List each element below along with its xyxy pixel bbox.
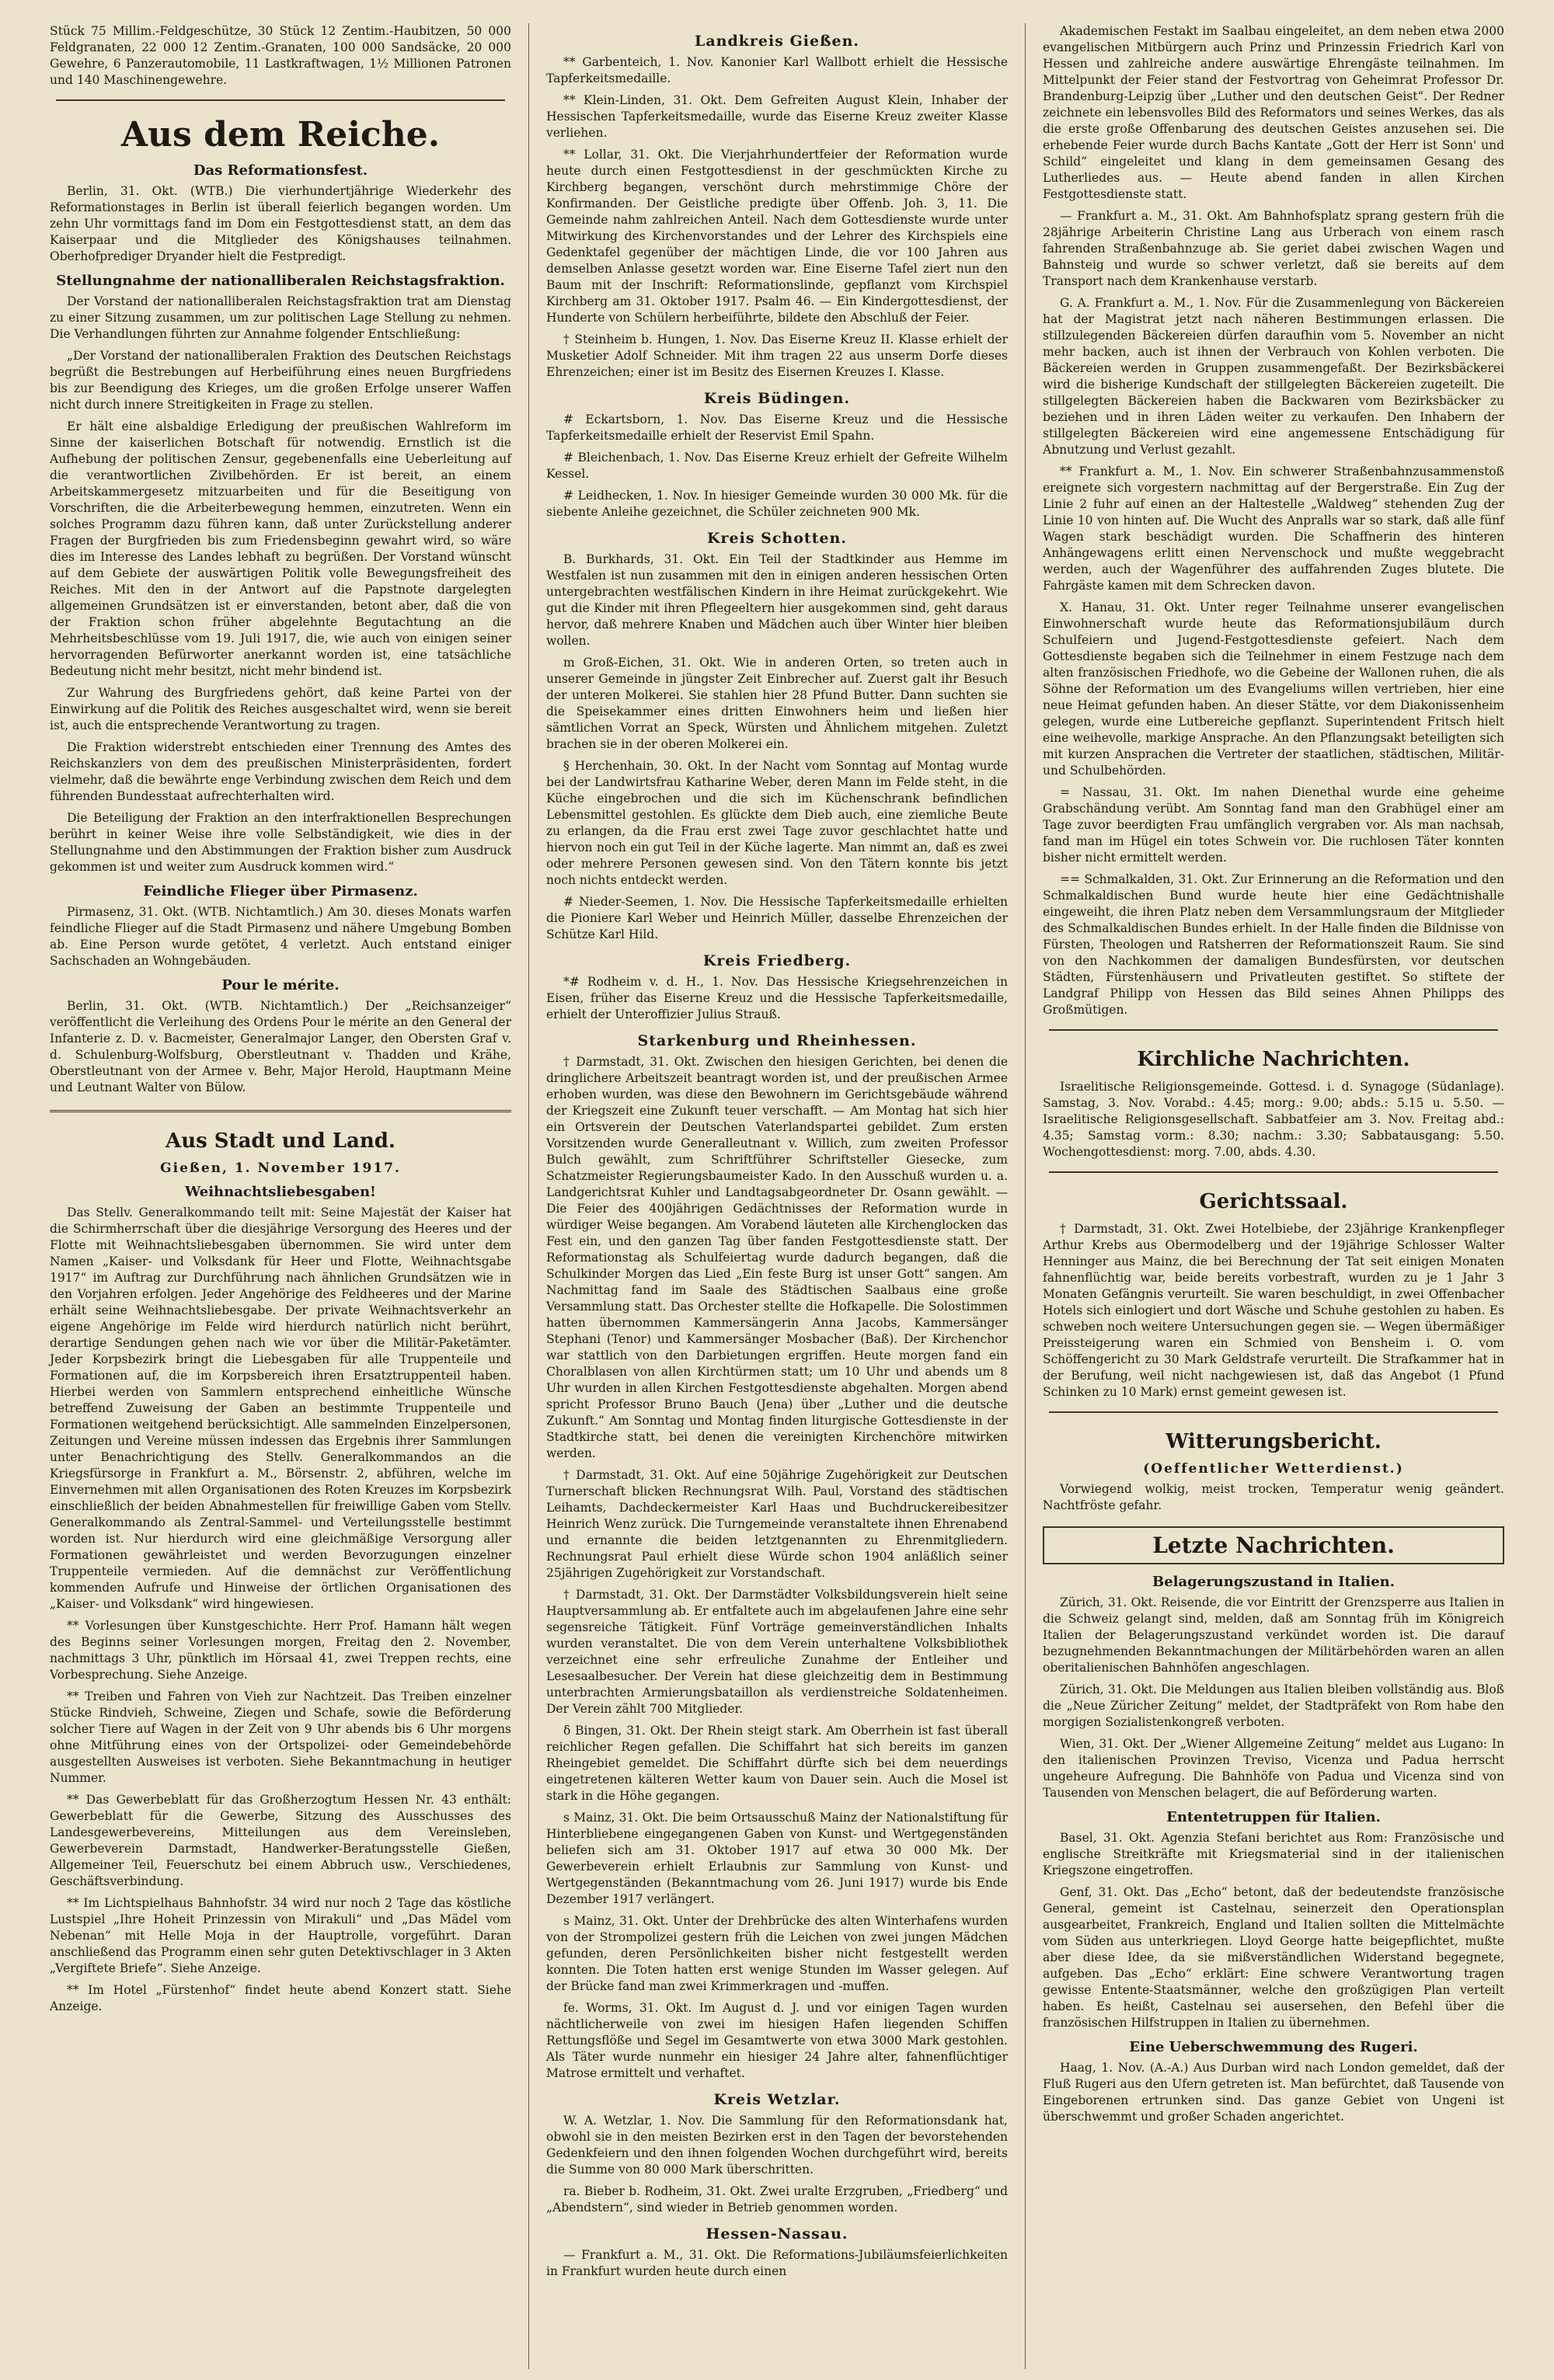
- kirch-text: Israelitische Religionsgemeinde. Gottesd. i. d. Synagoge (Südanlage). Samstag, 3. Nov. Vorabd.: 4.45; morg.: 9.00; abds.: 5.15 u. 5.50. — Israelitische Religionsgesellschaft. Sabbatfeier am 3. Nov. Freitag abd.: 4.35; Samstag vorm.: 8.30; nachm.: 3.30; Sabbatausgang: 5.50. Wochengottesdienst: morg. 7.00, abds. 4.30.: [1043, 1080, 1504, 1159]
- d6: s Mainz, 31. Okt. Unter der Drehbrücke des alten Winterhafens wurden von der Strompolizei gestern früh die Leichen von zwei jungen Mädchen gefunden, deren Persönlichkeiten bisher nicht festgestellt werden konnten. Die Toten hatten erst wenige Stunden im Wasser gelegen. Auf der Brücke fand man zwei Krimmerkragen und -muffen.: [546, 1914, 1008, 1993]
- g2: ** Klein-Linden, 31. Okt. Dem Gefreiten August Klein, Inhaber der Hessischen Tapferkeitsmedaille, wurde das Eiserne Kreuz zweiter Klasse verliehen.: [546, 93, 1008, 140]
- kirch-section-title: Kirchliche Nachrichten.: [1137, 1048, 1410, 1071]
- g1: ** Garbenteich, 1. Nov. Kanonier Karl Wallbott erhielt die Hessische Tapferkeitsmedaille.: [546, 55, 1008, 85]
- a2: — Frankfurt a. M., 31. Okt. Am Bahnhofsplatz sprang gestern früh die 28jährige Arbeiterin Christine Lang aus Urberach von einem rasch fahrenden Straßenbahnzuge ab. Sie geriet dabei zwischen Wagen und Bahnsteig und wurde so schwer verletzt, daß sie bereits auf dem Transport nach dem Krankenhause verstarb.: [1043, 209, 1504, 288]
- reich-section-title: Aus dem Reiche.: [120, 115, 441, 155]
- licht-text: ** Im Lichtspielhaus Bahnhofstr. 34 wird nur noch 2 Tage das köstliche Lustspiel „Ihre Hoheit Prinzessin von Mirakuli“ und „Das Mädel vom Nebenan“ mit Helle Moja in der Hauptrolle, vorgeführt. Daran anschließend das Programm einen sehr guten Detektivschlager in 3 Akten „Vergiftete Briefe“. Siehe Anzeige.: [50, 1896, 511, 1975]
- l6: Haag, 1. Nov. (A.-A.) Aus Durban wird nach London gemeldet, daß der Fluß Rugeri aus den Ufern getreten ist. Man befürchtet, daß Tausende von Eingeborenen ertrunken sind. Das ganze Gebiet von Ungeni ist überschwemmt und großer Schaden angerichtet.: [1043, 2061, 1504, 2124]
- buedingen-headline: Kreis Büdingen.: [703, 390, 851, 407]
- weih-text: Das Stellv. Generalkommando teilt mit: Seine Majestät der Kaiser hat die Schirmherrschaft über die diesjährige Versorgung des Heeres und der Flotte mit Weihnachtsliebesgaben übernommen. Sie wird unter dem Namen „Kaiser- und Volksdank für Heer und Flotte, Weihnachtsgabe 1917“ im Auftrag zur Durchführung nach ähnlichen Grundsätzen wie in den Vorjahren erfolgen. Jeder Angehörige des Feldheeres und der Marine erhält seine Weihnachtsliebesgabe. Der private Weihnachtsverkehr an eigene Angehörige im Felde wird hierdurch natürlich nicht berührt, derartige Sendungen gehen nach wie vor über die Militär-Paketämter. Jeder Korpsbezirk bringt die Liebesgaben für alle Truppenteile und Formationen auf, die im Korpsbereich ihren Ersatztruppenteil haben. Hierbei werden von Sammlern entsprechend einheitliche Wünsche betreffend Zuweisung der Gaben an bestimmte Truppenteile und Formationen weitgehend berücksichtigt. Alle sammelnden Einzelpersonen, Zeitungen und Vereine müssen indessen das Ergebnis ihrer Sammlungen unter Benachrichtigung des Stellv. Generalkommandos an die Kriegsfürsorge in Frankfurt a. M., Börsenstr. 2, abführen, welche im Einvernehmen mit allen Organisationen des Roten Kreuzes im Korpsbezirk einschließlich der beiden Abnahmestellen für freiwillige Gaben vom Stellv. Generalkommando als Zentral-Sammel- und Verteilungsstelle bestimmt worden ist. Nur hierdurch wird eine gleichmäßige Versorgung aller Formationen gewährleistet und werden Bevorzugungen einzelner Truppenteile vermieden. Auf die demnächst zur Veröffentlichung kommenden Aufrufe und Hinweise der örtlichen Organisationen des „Kaiser- und Volksdank“ wird hingewiesen.: [50, 1206, 511, 1611]
- starkenburg-headline: Starkenburg und Rheinhessen.: [637, 1032, 917, 1049]
- h1: — Frankfurt a. M., 31. Okt. Die Reformations-Jubiläumsfeierlichkeiten in Frankfurt wurden heute durch einen: [546, 2248, 1008, 2278]
- a3: G. A. Frankfurt a. M., 1. Nov. Für die Zusammenlegung von Bäckereien hat der Magistrat jetzt nach näheren Bestimmungen erlassen. Die stillzulegenden Bäckereien dürfen daraufhin vom 5. November an nicht mehr backen, auch ist ihnen der Verbrauch von Kohlen verboten. Die Bäckereien werden in Gruppen zusammengefaßt. Der Bezirksbäckerei wird die bisherige Kundschaft der stillgelegten Bäckereien zugeteilt. Die stillgelegten Bäckereien haben die Backwaren vom Bezirksbäcker zu beziehen und in ihren Läden weiter zu verkaufen. Den Inhabern der stillgelegten Bäckereien wird eine angemessene Entschädigung für Abnutzung und Verlust gezahlt.: [1043, 296, 1504, 457]
- gew-text: ** Das Gewerbeblatt für das Großherzogtum Hessen Nr. 43 enthält: Gewerbeblatt für die Gewerbe, Sitzung des Ausschusses des Landesgewerbevereins, Mitteilungen aus dem Vereinsleben, Gewerbeverein Darmstadt, Handwerker-Beratungsstelle Gießen, Allgemeiner Teil, Feuerschutz bei einem Abbruch usw., Verschiedenes, Geschäftsverbindung.: [50, 1793, 511, 1888]
- stell-p6: Die Beteiligung der Fraktion an den interfraktionellen Besprechungen berührt in keiner Weise ihre volle Selbständigkeit, wie dies in der Stellungnahme und den Abstimmungen der Fraktion bisher zum Ausdruck gekommen ist und weiter zum Ausdruck kommen wird.“: [50, 811, 511, 874]
- treib-text: ** Treiben und Fahren von Vieh zur Nachtzeit. Das Treiben einzelner Stücke Rindvieh, Schweine, Ziegen und Schafe, sowie die Beförderung solcher Tiere auf Wagen in der Zeit von 9 Uhr abends bis 6 Uhr morgens ohne Mitführung eines von der Ortspolizei- oder Gemeindebehörde ausgestellten Ausweises ist verboten. Siehe Bekanntmachung in heutiger Nummer.: [50, 1689, 511, 1785]
- g4: † Steinheim b. Hungen, 1. Nov. Das Eiserne Kreuz II. Klasse erhielt der Musketier Adolf Schneider. Mit ihm tragen 22 aus unserm Dorfe dieses Ehrenzeichen; einer ist im Besitz des Eisernen Kreuzes I. Klasse.: [546, 332, 1008, 379]
- divider: [1049, 1029, 1498, 1031]
- gericht-section-title: Gerichtssaal.: [1199, 1190, 1348, 1213]
- w1: W. A. Wetzlar, 1. Nov. Die Sammlung für den Reformationsdank hat, obwohl sie in den meisten Bezirken erst in den Tagen der bevorstehenden Gedenkfeiern und den ihnen folgenden Wochen durchgeführt wird, bereits die Summe von 80 000 Mark überschritten.: [546, 2114, 1008, 2176]
- column-container: [33, 23, 1521, 2369]
- column-2: [528, 23, 1025, 2369]
- wetzlar-headline: Kreis Wetzlar.: [713, 2091, 841, 2108]
- a4: ** Frankfurt a. M., 1. Nov. Ein schwerer Straßenbahnzusammenstoß ereignete sich vorgestern nachmittag auf der Bergerstraße. Ein Zug der Linie 2 fuhr auf einen an der Haltestelle „Waldweg“ stehenden Zug der Linie 10 von hinten auf. Die Wucht des Anpralls war so stark, daß alle fünf Wagen stark beschädigt wurden. Die Schaffnerin des hinteren Anhängewagens erlitt einen Nervenschock und mußte weggebracht werden, auch der Wagenführer des auffahrenden Zuges blutete. Die Fahrgäste kamen mit dem Schrecken davon.: [1043, 465, 1504, 593]
- a6: = Nassau, 31. Okt. Im nahen Dienethal wurde eine geheime Grabschändung verübt. Am Sonntag fand man den Grabhügel einer am Tage zuvor beerdigten Frau umfänglich vergraben vor. Als man nachsah, fand man im Hügel ein totes Schwein vor. Die ruchlosen Täter konnten bisher nicht ermittelt werden.: [1043, 785, 1504, 865]
- entente-headline: Ententetruppen für Italien.: [1166, 1809, 1381, 1825]
- l4: Basel, 31. Okt. Agenzia Stefani berichtet aus Rom: Französische und englische Streitkräfte mit Kriegsmaterial sind in der italienischen Kriegszone eingetroffen.: [1043, 1831, 1504, 1877]
- b1: # Eckartsborn, 1. Nov. Das Eiserne Kreuz und die Hessische Tapferkeitsmedaille erhielt der Reservist Emil Spahn.: [546, 412, 1008, 443]
- stell-headline: Stellungnahme der nationalliberalen Reichstagsfraktion.: [56, 273, 505, 289]
- vorl-text: ** Vorlesungen über Kunstgeschichte. Herr Prof. Hamann hält wegen des Beginns seiner Vorlesungen morgen, Freitag den 2. November, nachmittags 3 Uhr, pünktlich im Hörsaal 41, zwei Treppen rechts, eine Vorbesprechung. Siehe Anzeige.: [50, 1619, 511, 1682]
- divider: [56, 99, 505, 101]
- stell-p5: Die Fraktion widerstrebt entschieden einer Trennung des Amtes des Reichskanzlers von dem des preußischen Ministerpräsidenten, fordert vielmehr, daß die bewährte enge Verbindung zwischen dem Reich und dem führenden Bundesstaat aufrechterhalten wird.: [50, 740, 511, 803]
- a7: == Schmalkalden, 31. Okt. Zur Erinnerung an die Reformation und den Schmalkaldischen Bund wurde heute hier eine Gedächtnishalle eingeweiht, die ihren Platz neben dem Versammlungsraum der Mitglieder des Schmalkaldischen Bundes erhielt. In der Halle finden die Bildnisse von Fürsten, Theologen und Ratsherren der Reformationszeit Raum. Sie sind von den Nachkommen der damaligen Bundesfürsten, vor deutschen Städten, Fürstenhäusern und Privatleuten gestiftet. So stiftete der Landgraf Philipp von Hessen das Bild seines Ahnen Philipps des Großmütigen.: [1043, 872, 1504, 1017]
- b2: # Bleichenbach, 1. Nov. Das Eiserne Kreuz erhielt der Gefreite Wilhelm Kessel.: [546, 451, 1008, 481]
- s3: § Herchenhain, 30. Okt. In der Nacht vom Sonntag auf Montag wurde bei der Landwirtsfrau Katharine Weber, deren Mann im Felde steht, in die Küche eingebrochen und die sich im Küchenschrank befindlichen Lebensmittel gestohlen. Es glückte dem Dieb auch, eine ziemliche Beute zu erlangen, da die Frau erst zwei Tage zuvor geschlachtet hatte und hiervon noch ein gut Teil in der Küche lagerte. Man nimmt an, daß es zwei oder mehrere Personen gewesen sind. Von den Tätern konnte bis jetzt noch nichts entdeckt werden.: [546, 759, 1008, 887]
- dateline: Gießen, 1. November 1917.: [160, 1160, 401, 1176]
- l2: Zürich, 31. Okt. Die Meldungen aus Italien bleiben vollständig aus. Bloß die „Neue Züricher Zeitung“ meldet, der Stadtpräfekt von Rom habe den morgigen Sozialistenkongreß verboten.: [1043, 1682, 1504, 1729]
- f1: *# Rodheim v. d. H., 1. Nov. Das Hessische Kriegsehrenzeichen in Eisen, früher das Eiserne Kreuz und die Hessische Tapferkeitsmedaille, erhielt der Unteroffizier Julius Strauß.: [546, 975, 1008, 1021]
- l1: Zürich, 31. Okt. Reisende, die vor Eintritt der Grenzsperre aus Italien in die Schweiz gelangt sind, melden, daß am Sonntag früh im Königreich Italien der Belagerungszustand verkündet worden ist. Die darauf bezugnehmenden Bekanntmachungen der Militärbehörden waren an allen oberitalienischen Bahnhöfen angeschlagen.: [1043, 1595, 1504, 1675]
- double-divider: [50, 1110, 511, 1112]
- stadt-section-title: Aus Stadt und Land.: [166, 1129, 395, 1153]
- reform-text: Berlin, 31. Okt. (WTB.) Die vierhundertjährige Wiederkehr des Reformationstages in Berlin ist überall feierlich begangen worden. Um zehn Uhr vormittags fand im Dom ein Festgottesdienst statt, an dem das Kaiserpaar und die Mitglieder des Königshauses teilnahmen. Oberhofprediger Dryander hielt die Festpredigt.: [50, 184, 511, 263]
- d2: † Darmstadt, 31. Okt. Auf eine 50jährige Zugehörigkeit zur Deutschen Turnerschaft blicken Rechnungsrat Wilh. Paul, Vorstand des städtischen Leihamts, Dachdeckermeister Karl Haas und Buchdruckereibesitzer Heinrich Wenz zurück. Die Turngemeinde veranstaltete ihnen Ehrenabend und ernannte die beiden letztgenannten zu Ehrenmitgliedern. Rechnungsrat Paul erhielt diese Würde schon 1904 anläßlich seiner 25jährigen Zugehörigkeit zur Vorstandschaft.: [546, 1468, 1008, 1580]
- schotten-headline: Kreis Schotten.: [707, 530, 847, 547]
- flieger-headline: Feindliche Flieger über Pirmasenz.: [143, 883, 418, 899]
- d3: † Darmstadt, 31. Okt. Der Darmstädter Volksbildungsverein hielt seine Hauptversammlung ab. Er entfaltete auch im abgelaufenen Jahre eine sehr segensreiche Tätigkeit. Fünf Vorträge gemeinverständlichen Inhalts wurden veranstaltet. Die von dem Verein unterhaltene Volksbibliothek verzeichnet eine sehr erfreuliche Zunahme der Entleiher und Lesesaalbesucher. Der Verein hat diese gleichzeitig dem in Bestimmung unterbrachten Armierungsbataillon als verdienstreiche Soldatenheimen. Der Verein zählt 700 Mitglieder.: [546, 1588, 1008, 1716]
- d4: δ Bingen, 31. Okt. Der Rhein steigt stark. Am Oberrhein ist fast überall reichlicher Regen gefallen. Die Schiffahrt hat sich bereits im ganzen Rheingebiet gemeldet. Die Schiffahrt dürfte sich bei dem neuerdings eingetretenen kälteren Wetter kaum von Dauer sein. Auch die Mosel ist stark in die Höhe gegangen.: [546, 1724, 1008, 1803]
- merite-headline: Pour le mérite.: [221, 977, 340, 993]
- hotel-text: ** Im Hotel „Fürstenhof“ findet heute abend Konzert statt. Siehe Anzeige.: [50, 1983, 511, 2013]
- gieszen-headline: Landkreis Gießen.: [694, 33, 860, 50]
- merite-text: Berlin, 31. Okt. (WTB. Nichtamtlich.) Der „Reichsanzeiger“ veröffentlicht die Verleihung des Ordens Pour le mérite an den General der Infanterie z. D. v. Bacmeister, Generalmajor Langer, den Obersten Graf v. d. Schulenburg-Wolfsburg, Oberstleutnant v. Thadden und Krähe, Oberstleutnant von der Armee v. Behr, Major Herold, Hauptmann Meine und Leutnant Walter von Bülow.: [50, 999, 511, 1094]
- witterung-section-title: Witterungsbericht.: [1166, 1430, 1382, 1453]
- ueberschwemmung-headline: Eine Ueberschwemmung des Rugeri.: [1129, 2039, 1418, 2055]
- intro-paragraph: Stück 75 Millim.-Feldgeschütze, 30 Stück 12 Zentim.-Haubitzen, 50 000 Feldgranaten, 22 000 12 Zentim.-Granaten, 100 000 Sandsäcke, 20 000 Gewehre, 6 Panzerautomobile, 11 Lastkraftwagen, 1½ Millionen Patronen und 140 Maschinengewehre.: [50, 24, 511, 87]
- divider: [1049, 1411, 1498, 1413]
- reform-headline: Das Reformationsfest.: [193, 162, 368, 179]
- stell-p1: Der Vorstand der nationalliberalen Reichstagsfraktion trat am Dienstag zu einer Sitzung zusammen, um zur politischen Lage Stellung zu nehmen. Die Verhandlungen führten zur Annahme folgender Entschließung:: [50, 294, 511, 341]
- belagerung-headline: Belagerungszustand in Italien.: [1152, 1574, 1395, 1590]
- divider: [1049, 1171, 1498, 1173]
- stell-p4: Zur Wahrung des Burgfriedens gehört, daß keine Partei von der Einwirkung auf die Politik des Reiches ausgeschaltet wird, wenn sie bereit ist, auch die entsprechende Verantwortung zu tragen.: [50, 686, 511, 732]
- l3: Wien, 31. Okt. Der „Wiener Allgemeine Zeitung“ meldet aus Lugano: In den italienischen Provinzen Treviso, Vicenza und Padua herrscht ungeheure Aufregung. Die Bahnhöfe von Padua und Vicenza sind von Tausenden von Menschen belagert, die auf Beförderung warten.: [1043, 1737, 1504, 1800]
- w2: ra. Bieber b. Rodheim, 31. Okt. Zwei uralte Erzgruben, „Friedberg“ und „Abendstern“, sind wieder in Betrieb genommen worden.: [546, 2184, 1008, 2215]
- s1: B. Burkhards, 31. Okt. Ein Teil der Stadtkinder aus Hemme im Westfalen ist nun zusammen mit den in einigen anderen hessischen Orten untergebrachten westfälischen Kindern in ihre Heimat zurückgekehrt. Wie gut die Kinder mit ihren Pflegeeltern hier ausgekommen sind, geht daraus hervor, daß mehrere Knaben und Mädchen auch über Winter hier bleiben wollen.: [546, 552, 1008, 648]
- s4: # Nieder-Seemen, 1. Nov. Die Hessische Tapferkeitsmedaille erhielten die Pioniere Karl Weber und Heinrich Müller, dasselbe Ehrenzeichen der Schütze Karl Hild.: [546, 895, 1008, 941]
- stell-p3: Er hält eine alsbaldige Erledigung der preußischen Wahlreform im Sinne der kaiserlichen Botschaft für notwendig. Ernstlich ist die Aufhebung der politischen Zensur, gegebenenfalls eine Ueberleitung auf die verantwortlichen Zivilbehörden. Er ist bereit, an einem Arbeitskammergesetz mitzuarbeiten und für die Beseitigung von Vorschriften, die die Arbeiterbewegung hemmen, einzutreten. Wenn ein solches Programm dazu führen kann, daß unter Zurückstellung anderer Fragen der Burgfrieden bis zum Friedensbeginn gewahrt wird, so wäre dies im Interesse des Landes lebhaft zu begrüßen. Der Vorstand wünscht auf dem Gebiete der auswärtigen Politik volle Bewegungsfreiheit des Reiches. Mit den in der Antwort auf die Papstnote dargelegten allgemeinen Grundsätzen ist er einverstanden, betont aber, daß die von der Fraktion schon früher abgelehnte Begutachtung an die Mehrheitsbeschlüsse vom 19. Juli 1917, die, wie auch von einigen seiner hervorragenden Befürworter anerkannt worden ist, eine tatsächliche Bedeutung nicht mehr besitzt, nicht mehr bindend ist.: [50, 419, 511, 678]
- flieger-text: Pirmasenz, 31. Okt. (WTB. Nichtamtlich.) Am 30. dieses Monats warfen feindliche Flieger auf die Stadt Pirmasenz und nähere Umgebung Bomben ab. Eine Person wurde getötet, 4 verletzt. Auch entstand einiger Sachschaden an Wohngebäuden.: [50, 905, 511, 968]
- wit-text: Vorwiegend wolkig, meist trocken, Temperatur wenig geändert. Nachtfröste gefahr.: [1043, 1482, 1504, 1512]
- column-3: [1025, 23, 1521, 2369]
- ger-text: † Darmstadt, 31. Okt. Zwei Hotelbiebe, der 23jährige Krankenpfleger Arthur Krebs aus Obermodelberg und der 19jährige Schlosser Walter Henninger aus Mainz, die bei Berechnung der Tat seit einigen Monaten fahnenflüchtig war, beide bereits vorbestraft, wurden zu je 1 Jahr 3 Monaten Gefängnis verurteilt. Sie waren beschuldigt, in zwei Offenbacher Hotels sich einlogiert und dort Wäsche und Schuhe gestohlen zu haben. Es schweben noch weitere Untersuchungen gegen sie. — Wegen übermäßiger Preissteigerung waren ein Schmied von Bensheim i. O. vom Schöffengericht zu 30 Mark Geldstrafe verurteilt. Die Strafkammer hat in der Berufung, weil nicht nachgewiesen ist, daß das Angebot (1 Pfund Schinken zu 10 Mark) ernst gemeint gewesen ist.: [1043, 1222, 1504, 1399]
- g3: ** Lollar, 31. Okt. Die Vierjahrhundertfeier der Reformation wurde heute durch einen Festgottesdienst in der geschmückten Kirche zu Kirchberg begangen, verschönt durch mehrstimmige Chöre der Konfirmanden. Der Geistliche predigte über Offenb. Joh. 3, 11. Die Gemeinde nahm zahlreichen Anteil. Nach dem Gottesdienste wurde unter Mitwirkung des Kirchenvorstandes und der Lehrer des Kirchspiels eine Gedenktafel gegenüber der mächtigen Linde, die vor 100 Jahren aus demselben Anlasse gesetzt worden war. Eine Eiserne Tafel ziert nun den Baum mit der Inschrift: Reformationslinde, gepflanzt vom Kirchspiel Kirchberg am 31. Oktober 1917. Psalm 46. — Ein Kindergottesdienst, der Hunderte von Schülern herbeiführte, bildete den Abschluß der Feier.: [546, 148, 1008, 325]
- l5: Genf, 31. Okt. Das „Echo“ betont, daß der bedeutendste französische General, gemeint ist Castelnau, seinerzeit den Operationsplan ausgearbeitet, Frankreich, England und Italien sollten die Mittelmächte vom Süden aus unterkriegen. Lloyd George hatte beigepflichtet, mußte aber diese Idee, da sie mißverständlichen Widerstand begegnete, aufgeben. Das „Echo“ erklärt: Eine schwere Verantwortung tragen gewisse Entente-Staatsmänner, welche den großzügigen Plan verteilt haben. Es heißt, Castelnau sei ausersehen, den Befehl über die französischen Hilfstruppen in Italien zu übernehmen.: [1043, 1885, 1504, 2030]
- stell-p2: „Der Vorstand der nationalliberalen Fraktion des Deutschen Reichstags begrüßt die Bestrebungen auf Herbeiführung eines neuen Burgfriedens bis zur Beendigung des Krieges, um die großen Erfolge unserer Waffen nicht durch innere Streitigkeiten in Frage zu stellen.: [50, 349, 511, 412]
- a5: X. Hanau, 31. Okt. Unter reger Teilnahme unserer evangelischen Einwohnerschaft wurde heute das Reformationsjubiläum durch Schulfeiern und Jugend-Festgottesdienste gefeiert. Nach dem Gottesdienste begaben sich die Teilnehmer in einem Festzuge nach dem alten französischen Friedhofe, wo die Gebeine der Wallonen ruhen, die als Söhne der Reformation um des Evangeliums willen vertrieben, hier eine neue Heimat gefunden haben. An dieser Stätte, vor dem Diakonissenheim gelegen, wurde eine Lutbereiche gepflanzt. Superintendent Fritsch hielt eine weihevolle, markige Ansprache. An den Pflanzungsakt beteiligten sich mit kurzen Ansprachen die Vertreter der staatlichen, städtischen, Militär- und Schulbehörden.: [1043, 600, 1504, 778]
- s2: m Groß-Eichen, 31. Okt. Wie in anderen Orten, so treten auch in unserer Gemeinde in jüngster Zeit Einbrecher auf. Zuerst galt ihr Besuch der unteren Molkerei. Sie stahlen hier 28 Pfund Butter. Dann suchten sie die Speisekammer eines dritten Einwohners heim und ließen hier sämtlichen Vorrat an Speck, Würsten und Ähnlichem mitgehen. Zuletzt brachen sie in der oberen Molkerei ein.: [546, 656, 1008, 751]
- hessen-nassau-headline: Hessen-Nassau.: [706, 2225, 848, 2243]
- friedberg-headline: Kreis Friedberg.: [702, 952, 852, 969]
- letzte-nachrichten-title: Letzte Nachrichten.: [1043, 1526, 1504, 1564]
- witterung-subtitle: (Oeffentlicher Wetterdienst.): [1143, 1461, 1404, 1477]
- d1: † Darmstadt, 31. Okt. Zwischen den hiesigen Gerichten, bei denen die dringlichere Arbeitszeit beantragt worden ist, und der preußischen Armee erhoben wurden, was diese den Bewohnern im Gerichtsgebäude während der Kriegszeit eine Zukunft teuer verschafft. — Am Montag hat sich hier ein Ortsverein der Deutschen Vaterlandspartei gebildet. Zum ersten Vorsitzenden wurde Generalleutnant v. Willich, zum zweiten Professor Bulch gewählt, zum Schriftführer Schriftsteller Giesecke, zum Schatzmeister Regierungsbaumeister Kado. In den Ausschuß wurden u. a. Landgerichtsrat Kuhler und Landtagsabgeordneter Dr. Osann gewählt. — Die Feier des 400jährigen Gedächtnisses der Reformation wurde in würdiger Weise begangen. Am Vorabend läuteten alle Kirchenglocken das Fest ein, und den ganzen Tag über fanden Festgottesdienste statt. Der Reformationstag als Schulfeiertag wurde dadurch begangen, daß die Schulkinder Morgen das Lied „Ein feste Burg ist unser Gott“ sangen. Am Nachmittag fand im Saale des Städtischen Saalbaus eine große Versammlung statt. Das Orchester stellte die Hofkapelle. Die Solostimmen hatten übernommen Kammersängerin Anna Jacobs, Kammersänger Stephani (Tenor) und Kammersänger Mosbacher (Baß). Der Kirchenchor war stattlich von den Darbietungen ergriffen. Heute morgen fand ein Choralblasen von allen Kirchtürmen statt; um 10 Uhr und abends um 8 Uhr wurden in allen Kirchen Festgottesdienste abgehalten. Morgen abend spricht Professor Bruno Bauch (Jena) über „Luther und die deutsche Zukunft.“ Am Sonntag und Montag finden liturgische Gottesdienste in der Stadtkirche statt, bei denen die vereinigten Kirchenchöre mitwirken werden.: [546, 1055, 1008, 1460]
- a1: Akademischen Festakt im Saalbau eingeleitet, an dem neben etwa 2000 evangelischen Mitbürgern auch Prinz und Prinzessin Friedrich Karl von Hessen und zahlreiche andere auswärtige Ehrengäste teilnahmen. Im Mittelpunkt der Feier stand der Festvortrag von Geheimrat Professor Dr. Brandenburg-Leipzig über „Luther und den deutschen Geist“. Der Redner zeichnete ein lebensvolles Bild des Reformators und seines Werkes, das als die erste große Offenbarung des deutschen Geistes anzusehen sei. Die erhebende Feier wurde durch Bachs Kantate „Gott der Herr ist Sonn' und Schild“ eingeleitet und klang in dem gemeinsamen Gesang des Lutherliedes aus. — Heute abend fanden in allen Kirchen Festgottesdienste statt.: [1043, 24, 1504, 201]
- b3: # Leidhecken, 1. Nov. In hiesiger Gemeinde wurden 30 000 Mk. für die siebente Anleihe gezeichnet, die Schüler zeichneten 900 Mk.: [546, 489, 1008, 519]
- d5: s Mainz, 31. Okt. Die beim Ortsausschuß Mainz der Nationalstiftung für Hinterbliebene eingegangenen Gaben von Kunst- und Wertgegenständen beliefen sich am 31. Oktober 1917 auf etwa 30 000 Mk. Der Gewerbeverein erhielt Erlaubnis zur Sammlung von Kunst- und Wertgegenständen (Bekanntmachung vom 26. Juni 1917) wurde bis Ende Dezember 1917 verlängert.: [546, 1811, 1008, 1906]
- d7: fe. Worms, 31. Okt. Im August d. J. und vor einigen Tagen wurden nächtlicherweile von zwei im hiesigen Hafen liegenden Schiffen Rettungsflöße und Segel im Gesamtwerte von etwa 3000 Mark gestohlen. Als Täter wurde nunmehr ein hiesiger 24 Jahre alter, fahnenflüchtiger Matrose ermittelt und verhaftet.: [546, 2001, 1008, 2080]
- column-1: [33, 23, 528, 2369]
- weih-headline: Weihnachtsliebesgaben!: [185, 1184, 376, 1200]
